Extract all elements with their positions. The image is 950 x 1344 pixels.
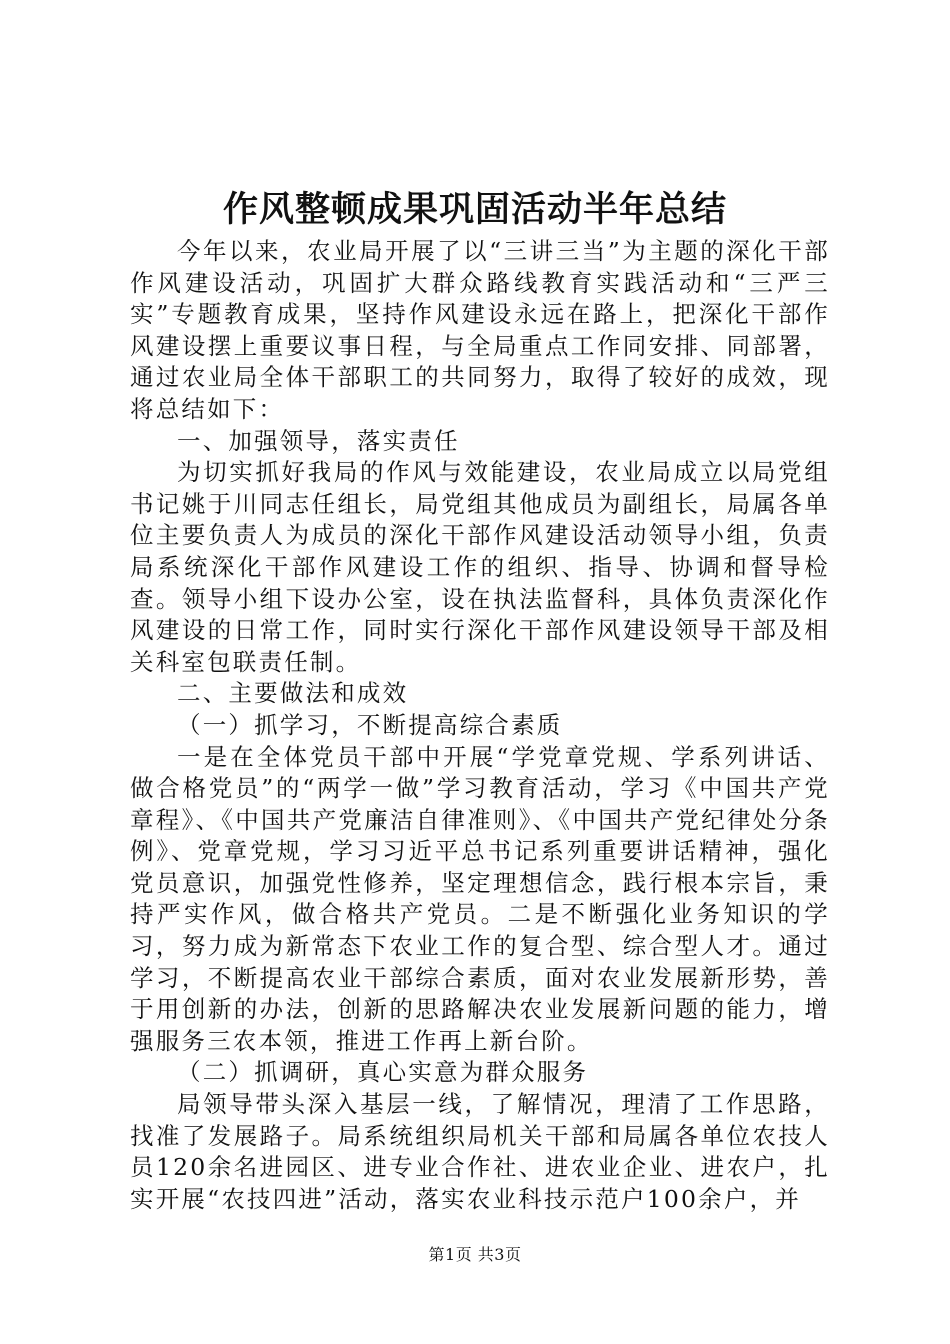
paragraph-leadership: 为切实抓好我局的作风与效能建设，农业局成立以局党组书记姚于川同志任组长，局党组其他成员为副组长，局属各单位主要负责人为成员的深化干部作风建设活动领导小组，负责局系统深化干部作风建设工作的组织、指导、协调和督导检查。领导小组下设办公室，设在执法监督科，具体负责深化作风建设的日常工作，同时实行深化干部作风建设领导干部及相关科室包联责任制。 (130, 458, 830, 676)
subsection-heading-2: （二）抓调研，真心实意为群众服务 (177, 1058, 589, 1087)
subsection-heading-1: （一）抓学习，不断提高综合素质 (177, 710, 563, 739)
section-heading-2: 二、主要做法和成效 (177, 679, 409, 708)
document-title: 作风整顿成果巩固活动半年总结 (222, 189, 727, 230)
paragraph-study: 一是在全体党员干部中开展“学党章党规、学系列讲话、做合格党员”的“两学一做”学习教育活动，学习《中国共产党章程》、《中国共产党廉洁自律准则》、《中国共产党纪律处分条例》、党章党规，学习习近平总书记系列重要讲话精神，强化党员意识，加强党性修养，坚定理想信念，践行根本宗旨，秉持严实作风，做合格共产党员。二是不断强化业务知识的学习，努力成为新常态下农业工作的复合型、综合型人才。通过学习，不断提高农业干部综合素质，面对农业发展新形势，善于用创新的办法，创新的思路解决农业发展新问题的能力，增强服务三农本领，推进工作再上新台阶。 (130, 742, 830, 1055)
document-body (130, 236, 830, 1215)
paragraph-research: 局领导带头深入基层一线，了解情况，理清了工作思路，找准了发展路子。局系统组织局机关干部和局属各单位农技人员120余名进园区、进专业合作社、进农业企业、进农户，扎实开展“农技四进”活动，落实农业科技示范户100余户，并 (130, 1090, 830, 1213)
section-heading-1: 一、加强领导，落实责任 (177, 426, 460, 455)
paragraph-intro: 今年以来，农业局开展了以“三讲三当”为主题的深化干部作风建设活动，巩固扩大群众路线教育实践活动和“三严三实”专题教育成果，坚持作风建设永远在路上，把深化干部作风建设摆上重要议事日程，与全局重点工作同安排、同部署，通过农业局全体干部职工的共同努力，取得了较好的成效，现将总结如下： (130, 237, 830, 423)
page-footer: 第1页 共3页 (428, 1245, 522, 1264)
